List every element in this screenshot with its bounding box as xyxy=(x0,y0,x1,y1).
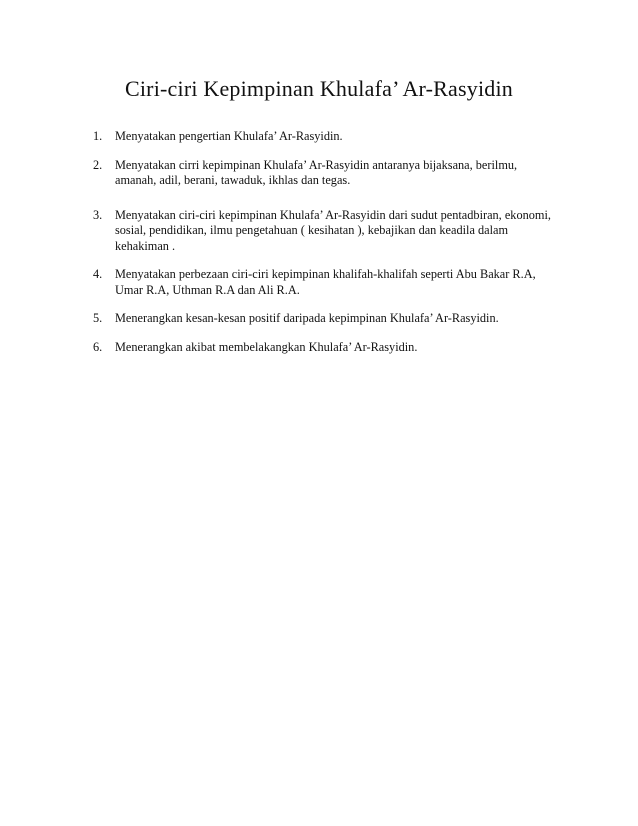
list-item-3 xyxy=(93,208,573,255)
list-item-text: Menyatakan perbezaan ciri-ciri kepimpinan khalifah-khalifah seperti Abu Bakar R.A, Umar R.A, Uthman R.A dan Ali R.A. xyxy=(115,267,536,297)
list-item-2 xyxy=(93,158,573,189)
list-item-text: Menerangkan kesan-kesan positif daripada kepimpinan Khulafa’ Ar-Rasyidin. xyxy=(115,311,499,325)
list-item-number: 6. xyxy=(93,339,103,354)
objectives-list xyxy=(93,129,573,355)
list-item-number: 3. xyxy=(93,207,103,222)
list-item-text: Menyatakan ciri-ciri kepimpinan Khulafa’ Ar-Rasyidin dari sudut pentadbiran, ekonomi, sosial, pendidikan, ilmu pengetahuan ( kesihatan ), kebajikan dan keadila dalam kehakiman . xyxy=(115,207,551,253)
list-item-4 xyxy=(93,267,573,298)
list-item-text: Menerangkan akibat membelakangkan Khulafa’ Ar-Rasyidin. xyxy=(115,339,418,354)
list-item-text: Menyatakan cirri kepimpinan Khulafa’ Ar-Rasyidin antaranya bijaksana, berilmu, amanah, adil, berani, tawaduk, ikhlas dan tegas. xyxy=(115,157,518,187)
list-item-text: Menyatakan pengertian Khulafa’ Ar-Rasyidin. xyxy=(115,129,343,143)
page-title-text: Ciri-ciri Kepimpinan Khulafa’ Ar-Rasyidin xyxy=(125,76,513,101)
list-item-number: 1. xyxy=(93,129,103,143)
list-item-number: 5. xyxy=(93,311,103,325)
list-item-number: 2. xyxy=(93,157,103,172)
list-item-1 xyxy=(93,129,573,145)
page-title xyxy=(0,76,638,102)
list-item-5 xyxy=(93,311,573,327)
list-item-number: 4. xyxy=(93,267,103,281)
list-item-6 xyxy=(93,340,573,356)
